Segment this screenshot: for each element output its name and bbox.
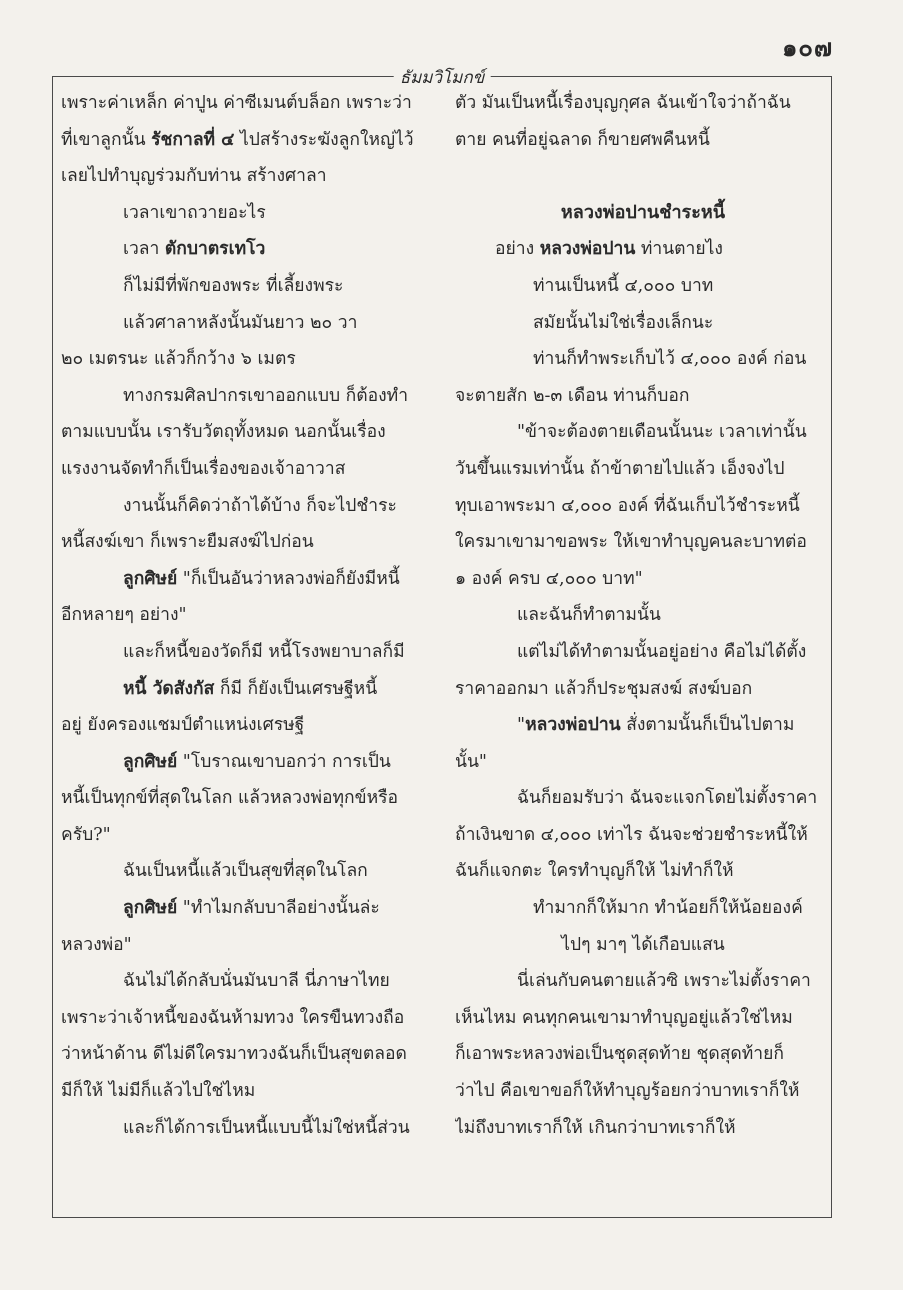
line-text: ครับ?": [61, 824, 111, 845]
text-line: [61, 378, 437, 415]
line-text: หลวงพ่อ": [61, 934, 132, 955]
text-line: [455, 122, 831, 159]
line-text: แรงงานจัดทำก็เป็นเรื่องของเจ้าอาวาส: [61, 458, 346, 479]
text-line: [61, 1036, 437, 1073]
text-line: [455, 158, 831, 195]
line-text: จะตายสัก ๒-๓ เดือน ท่านก็บอก: [455, 385, 690, 406]
text-frame: [52, 68, 832, 1218]
line-text: ท่านเป็นหนี้ ๔,๐๐๐ บาท: [533, 275, 714, 296]
line-text: ทุบเอาพระมา ๔,๐๐๐ องค์ ที่ฉันเก็บไว้ชำระหนี้: [455, 495, 800, 516]
line-text: เวลาเขาถวายอะไร: [123, 202, 266, 223]
line-text: เพราะค่าเหล็ก ค่าปูน ค่าซีเมนต์บล็อก เพราะว่า: [61, 93, 412, 113]
line-text: ตาย คนที่อยู่ฉลาด ก็ขายศพคืนหนี้: [455, 129, 710, 150]
text-line: [61, 890, 437, 927]
text-line: [61, 451, 437, 488]
line-text: ๑ องค์ ครบ ๔,๐๐๐ บาท": [455, 568, 643, 589]
line-text: และฉันก็ทำตามนั้น: [517, 605, 661, 626]
line-text: ว่าไป คือเขาขอก็ให้ทำบุญร้อยกว่าบาทเราก็ให้: [455, 1081, 800, 1102]
text-line: [455, 927, 831, 964]
text-line: [61, 195, 437, 232]
text-line: [61, 305, 437, 342]
text-line: [455, 305, 831, 342]
text-line: [61, 488, 437, 525]
line-text: หนี้เป็นทุกข์ที่สุดในโลก แล้วหลวงพ่อทุกข์หรือ: [61, 788, 399, 809]
line-text: เห็นไหม คนทุกคนเขามาทำบุญอยู่แล้วใช่ไหม: [455, 1007, 793, 1028]
text-line: [455, 195, 831, 232]
line-text: ทำมากก็ให้มาก ทำน้อยก็ให้น้อยองค์: [533, 898, 803, 919]
right-column: [455, 85, 831, 1146]
line-text: ก็เอาพระหลวงพ่อเป็นชุดสุดท้าย ชุดสุดท้ายก็: [455, 1044, 784, 1065]
text-line: [61, 707, 437, 744]
line-text: และก็ได้การเป็นหนี้แบบนี้ไม่ใช่หนี้ส่วน: [123, 1117, 410, 1138]
text-line: [455, 744, 831, 781]
line-text: ไม่ถึงบาทเราก็ให้ เกินกว่าบาทเราก็ให้: [455, 1117, 736, 1138]
left-column: [61, 85, 437, 1146]
text-line: [455, 780, 831, 817]
running-head: ธัมมวิโมกข์: [394, 64, 491, 91]
line-text: ฉันก็แจกตะ ใครทำบุญก็ให้ ไม่ทำก็ให้: [455, 861, 734, 882]
text-line: [61, 341, 437, 378]
text-line: [61, 963, 437, 1000]
line-text: ถ้าเงินขาด ๔,๐๐๐ เท่าไร ฉันจะช่วยชำระหนี้ให้: [455, 824, 808, 845]
text-line: [61, 561, 437, 598]
text-line: [61, 780, 437, 817]
line-text: ก็ไม่มีที่พักของพระ ที่เลี้ยงพระ: [123, 275, 344, 296]
line-text: ใครมาเขามาขอพระ ให้เขาทำบุญคนละบาทต่อ: [455, 532, 807, 553]
page-number: ๑๐๗: [782, 33, 833, 62]
bold-text: รัชกาลที่ ๔: [151, 129, 235, 150]
line-text: "ข้าจะต้องตายเดือนนั้นนะ เวลาเท่านั้น: [517, 422, 807, 443]
line-text: เวลา: [123, 239, 165, 260]
line-text: เลยไปทำบุญร่วมกับท่าน สร้างศาลา: [61, 166, 327, 187]
text-line: [61, 414, 437, 451]
text-line: [61, 634, 437, 671]
line-text: สมัยนั้นไม่ใช่เรื่องเล็กนะ: [533, 312, 714, 333]
text-line: [455, 268, 831, 305]
line-text: แล้วศาลาหลังนั้นมันยาว ๒๐ วา: [123, 312, 358, 333]
line-text: "ก็เป็นอันว่าหลวงพ่อก็ยังมีหนี้: [177, 568, 400, 589]
bold-text: หลวงพ่อปาน: [539, 239, 636, 260]
text-line: [455, 414, 831, 451]
line-text: มีก็ให้ ไม่มีก็แล้วไปใช่ไหม: [61, 1081, 256, 1102]
line-text: วันขึ้นแรมเท่านั้น ถ้าข้าตายไปแล้ว เอ็งจงไป: [455, 458, 785, 479]
text-line: [61, 817, 437, 854]
text-line: [455, 378, 831, 415]
text-line: [61, 524, 437, 561]
text-line: [455, 561, 831, 598]
line-text: ราคาออกมา แล้วก็ประชุมสงฆ์ สงฆ์บอก: [455, 678, 753, 699]
text-line: [61, 85, 437, 122]
bold-text: ลูกศิษย์: [123, 751, 178, 772]
text-line: [455, 451, 831, 488]
line-text: หนี้สงฆ์เขา ก็เพราะยืมสงฆ์ไปก่อน: [61, 532, 314, 553]
text-line: [455, 488, 831, 525]
line-text: ๒๐ เมตรนะ แล้วก็กว้าง ๖ เมตร: [61, 349, 296, 370]
line-text: นี่เล่นกับคนตายแล้วซิ เพราะไม่ตั้งราคา: [517, 971, 811, 992]
line-text: แต่ไม่ได้ทำตามนั้นอยู่อย่าง คือไม่ได้ตั้ง: [517, 641, 807, 662]
text-line: [455, 524, 831, 561]
text-line: [455, 1073, 831, 1110]
text-line: [61, 671, 437, 708]
line-text: อีกหลายๆ อย่าง": [61, 605, 187, 626]
bold-text: ลูกศิษย์: [123, 898, 178, 919]
line-text: สั่งตามนั้นก็เป็นไปตาม: [620, 715, 795, 736]
line-text: เพราะว่าเจ้าหนี้ของฉันห้ามทวง ใครขืนทวงถือ: [61, 1007, 405, 1028]
text-line: [455, 963, 831, 1000]
text-line: [61, 231, 437, 268]
text-line: [455, 1036, 831, 1073]
line-text: ": [517, 715, 526, 736]
line-text: "โบราณเขาบอกว่า การเป็น: [177, 751, 391, 772]
line-text: ฉันเป็นหนี้แล้วเป็นสุขที่สุดในโลก: [123, 861, 368, 882]
line-text: และก็หนี้ของวัดก็มี หนี้โรงพยาบาลก็มี: [123, 641, 405, 662]
bold-text: หนี้ วัดสังกัส: [123, 678, 215, 699]
line-text: อย่าง: [495, 239, 540, 260]
text-line: [61, 853, 437, 890]
text-line: [61, 1073, 437, 1110]
text-line: [455, 890, 831, 927]
text-line: [455, 85, 831, 122]
text-line: [61, 927, 437, 964]
text-line: [61, 268, 437, 305]
line-text: ตามแบบนั้น เรารับวัตถุทั้งหมด นอกนั้นเรื่อง: [61, 422, 386, 443]
line-text: อยู่ ยังครองแชมป์ตำแหน่งเศรษฐี: [61, 715, 305, 736]
text-line: [455, 341, 831, 378]
text-line: [455, 671, 831, 708]
bold-text: ลูกศิษย์: [123, 568, 178, 589]
bold-text: ตักบาตรเทโว: [164, 239, 266, 260]
line-text: ว่าหน้าด้าน ดีไม่ดีใครมาทวงฉันก็เป็นสุขตลอด: [61, 1044, 407, 1065]
line-text: นั้น": [455, 751, 487, 772]
text-line: [455, 707, 831, 744]
line-text: ท่านก็ทำพระเก็บไว้ ๔,๐๐๐ องค์ ก่อน: [533, 349, 807, 370]
line-text: ก็มี ก็ยังเป็นเศรษฐีหนี้: [214, 678, 378, 699]
line-text: ฉันไม่ได้กลับนั่นมันบาลี นี่ภาษาไทย: [123, 971, 390, 992]
text-line: [455, 853, 831, 890]
text-line: [61, 744, 437, 781]
text-line: [61, 158, 437, 195]
line-text: "ทำไมกลับบาลีอย่างนั้นล่ะ: [177, 898, 380, 919]
text-line: [455, 817, 831, 854]
text-line: [455, 1110, 831, 1147]
line-text: ฉันก็ยอมรับว่า ฉันจะแจกโดยไม่ตั้งราคา: [517, 788, 818, 809]
line-text: ที่เขาลูกนั้น: [61, 129, 152, 150]
line-text: งานนั้นก็คิดว่าถ้าได้บ้าง ก็จะไปชำระ: [123, 495, 397, 516]
text-line: [61, 1000, 437, 1037]
line-text: ท่านตายไง: [635, 239, 723, 260]
line-text: ไปๆ มาๆ ได้เกือบแสน: [561, 934, 725, 955]
text-line: [455, 1000, 831, 1037]
bold-text: หลวงพ่อปาน: [525, 715, 621, 736]
text-line: [61, 597, 437, 634]
line-text: ไปสร้างระฆังลูกใหญ่ไว้: [234, 129, 414, 150]
text-line: [455, 634, 831, 671]
text-line: [61, 1110, 437, 1147]
text-line: [61, 122, 437, 159]
text-line: [455, 597, 831, 634]
bold-text: หลวงพ่อปานชำระหนี้: [560, 201, 726, 223]
line-text: ทางกรมศิลปากรเขาออกแบบ ก็ต้องทำ: [123, 385, 409, 406]
line-text: ตัว มันเป็นหนี้เรื่องบุญกุศล ฉันเข้าใจว่าถ้าฉัน: [455, 93, 791, 113]
text-line: [455, 231, 831, 268]
